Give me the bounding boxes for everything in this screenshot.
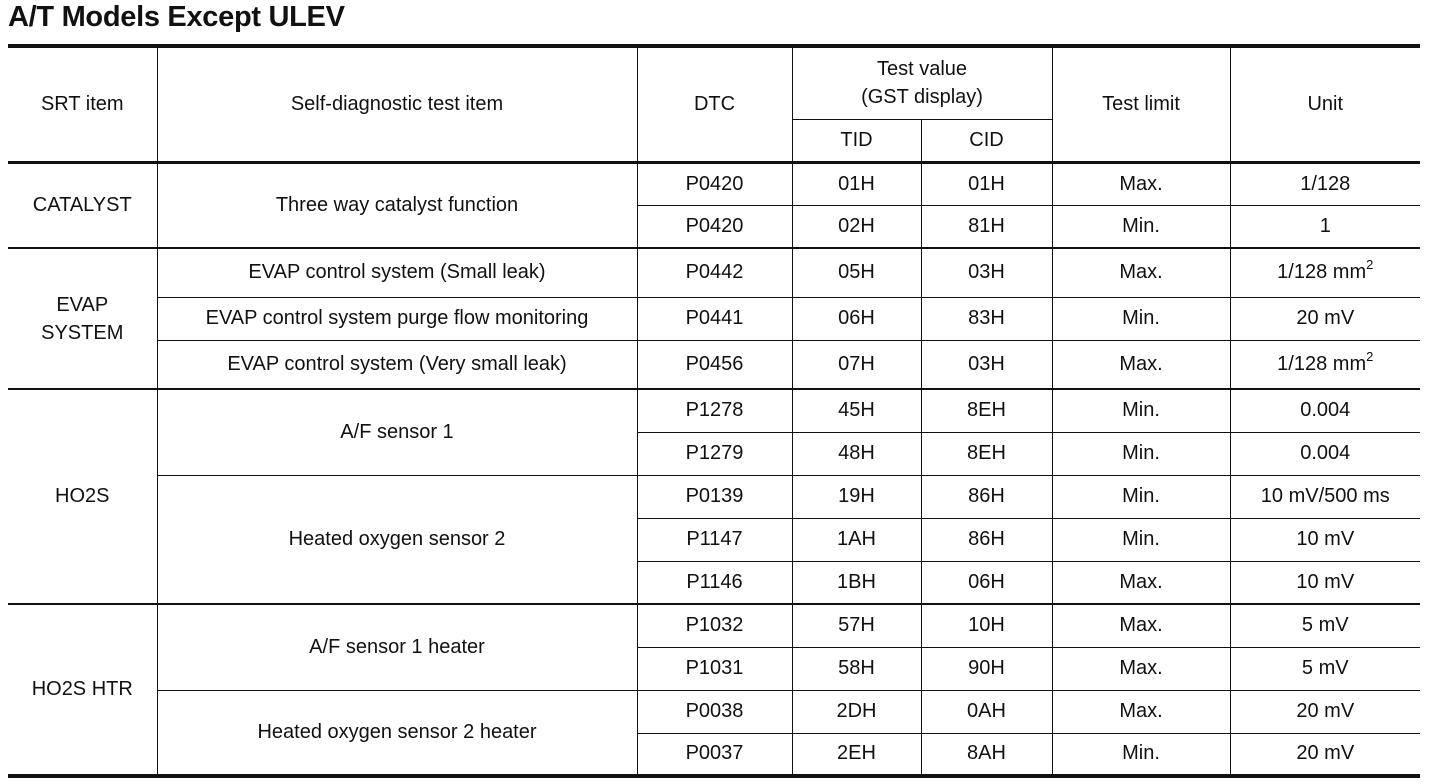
limit-cell: Min.	[1052, 475, 1230, 518]
cid-cell: 01H	[921, 162, 1052, 205]
cid-cell: 8AH	[921, 733, 1052, 776]
test-item: EVAP control system purge flow monitoring	[157, 297, 637, 340]
cid-cell: 83H	[921, 297, 1052, 340]
limit-cell: Max.	[1052, 604, 1230, 647]
tid-cell: 06H	[792, 297, 921, 340]
header-dtc: DTC	[637, 46, 792, 162]
limit-cell: Min.	[1052, 389, 1230, 432]
test-item: A/F sensor 1 heater	[157, 604, 637, 690]
tid-cell: 48H	[792, 432, 921, 475]
cid-cell: 03H	[921, 340, 1052, 389]
tid-cell: 57H	[792, 604, 921, 647]
srt-item-catalyst: CATALYST	[8, 162, 157, 248]
cid-cell: 06H	[921, 561, 1052, 604]
dtc-cell: P0038	[637, 690, 792, 733]
tid-cell: 2EH	[792, 733, 921, 776]
unit-cell: 10 mV	[1230, 518, 1420, 561]
limit-cell: Min.	[1052, 518, 1230, 561]
unit-cell	[1230, 248, 1420, 297]
srt-item-evap-line1: EVAP	[56, 293, 109, 316]
tid-cell: 58H	[792, 647, 921, 690]
unit-cell: 20 mV	[1230, 733, 1420, 776]
limit-cell: Min.	[1052, 432, 1230, 475]
header-test-limit: Test limit	[1052, 46, 1230, 162]
unit-cell: 0.004	[1230, 432, 1420, 475]
unit-cell	[1230, 340, 1420, 389]
header-test-value	[792, 46, 1052, 119]
limit-cell: Max.	[1052, 647, 1230, 690]
test-item: Heated oxygen sensor 2	[157, 475, 637, 604]
cid-cell: 8EH	[921, 432, 1052, 475]
test-item: EVAP control system (Very small leak)	[157, 340, 637, 389]
dtc-cell: P1147	[637, 518, 792, 561]
limit-cell: Min.	[1052, 297, 1230, 340]
tid-cell: 02H	[792, 205, 921, 248]
header-test-value-line1: Test value	[876, 58, 968, 81]
srt-item-ho2s-htr: HO2S HTR	[8, 604, 157, 776]
tid-cell: 45H	[792, 389, 921, 432]
tid-cell: 1BH	[792, 561, 921, 604]
page-title: A/T Models Except ULEV	[8, 1, 345, 33]
dtc-cell: P0456	[637, 340, 792, 389]
tid-cell: 1AH	[792, 518, 921, 561]
tid-cell: 2DH	[792, 690, 921, 733]
dtc-cell: P1278	[637, 389, 792, 432]
limit-cell: Max.	[1052, 162, 1230, 205]
cid-cell: 03H	[921, 248, 1052, 297]
header-cid: CID	[921, 119, 1052, 162]
srt-item-ho2s: HO2S	[8, 389, 157, 604]
limit-cell: Max.	[1052, 561, 1230, 604]
unit-cell: 1/128	[1230, 162, 1420, 205]
tid-cell: 05H	[792, 248, 921, 297]
limit-cell: Max.	[1052, 690, 1230, 733]
unit-cell: 5 mV	[1230, 647, 1420, 690]
test-item: A/F sensor 1	[157, 389, 637, 475]
limit-cell: Min.	[1052, 205, 1230, 248]
srt-table	[8, 44, 1420, 778]
unit-cell: 0.004	[1230, 389, 1420, 432]
cid-cell: 90H	[921, 647, 1052, 690]
dtc-cell: P1279	[637, 432, 792, 475]
header-test-value-line2: (GST display)	[861, 86, 983, 109]
header-test-item: Self-diagnostic test item	[157, 46, 637, 162]
header-tid: TID	[792, 119, 921, 162]
unit-cell: 1	[1230, 205, 1420, 248]
tid-cell: 07H	[792, 340, 921, 389]
cid-cell: 86H	[921, 518, 1052, 561]
unit-cell: 20 mV	[1230, 297, 1420, 340]
cid-cell: 10H	[921, 604, 1052, 647]
cid-cell: 0AH	[921, 690, 1052, 733]
limit-cell: Max.	[1052, 248, 1230, 297]
dtc-cell: P0441	[637, 297, 792, 340]
unit-cell: 5 mV	[1230, 604, 1420, 647]
unit-cell: 10 mV/500 ms	[1230, 475, 1420, 518]
dtc-cell: P0442	[637, 248, 792, 297]
unit-cell: 20 mV	[1230, 690, 1420, 733]
header-srt-item: SRT item	[8, 46, 157, 162]
tid-cell: 19H	[792, 475, 921, 518]
tid-cell: 01H	[792, 162, 921, 205]
limit-cell: Max.	[1052, 340, 1230, 389]
unit-text: 1/128 mm	[1277, 352, 1367, 375]
dtc-cell: P0420	[637, 162, 792, 205]
srt-item-evap-line2: SYSTEM	[41, 321, 124, 344]
cid-cell: 86H	[921, 475, 1052, 518]
srt-item-evap-system	[8, 248, 157, 389]
cid-cell: 81H	[921, 205, 1052, 248]
unit-superscript: 2	[1366, 257, 1374, 273]
dtc-cell: P1031	[637, 647, 792, 690]
dtc-cell: P1146	[637, 561, 792, 604]
limit-cell: Min.	[1052, 733, 1230, 776]
test-item: Heated oxygen sensor 2 heater	[157, 690, 637, 776]
test-item: Three way catalyst function	[157, 162, 637, 248]
unit-text: 1/128 mm	[1277, 261, 1367, 284]
header-unit: Unit	[1230, 46, 1420, 162]
dtc-cell: P0420	[637, 205, 792, 248]
test-item: EVAP control system (Small leak)	[157, 248, 637, 297]
unit-superscript: 2	[1366, 348, 1374, 364]
dtc-cell: P0139	[637, 475, 792, 518]
dtc-cell: P0037	[637, 733, 792, 776]
unit-cell: 10 mV	[1230, 561, 1420, 604]
dtc-cell: P1032	[637, 604, 792, 647]
cid-cell: 8EH	[921, 389, 1052, 432]
